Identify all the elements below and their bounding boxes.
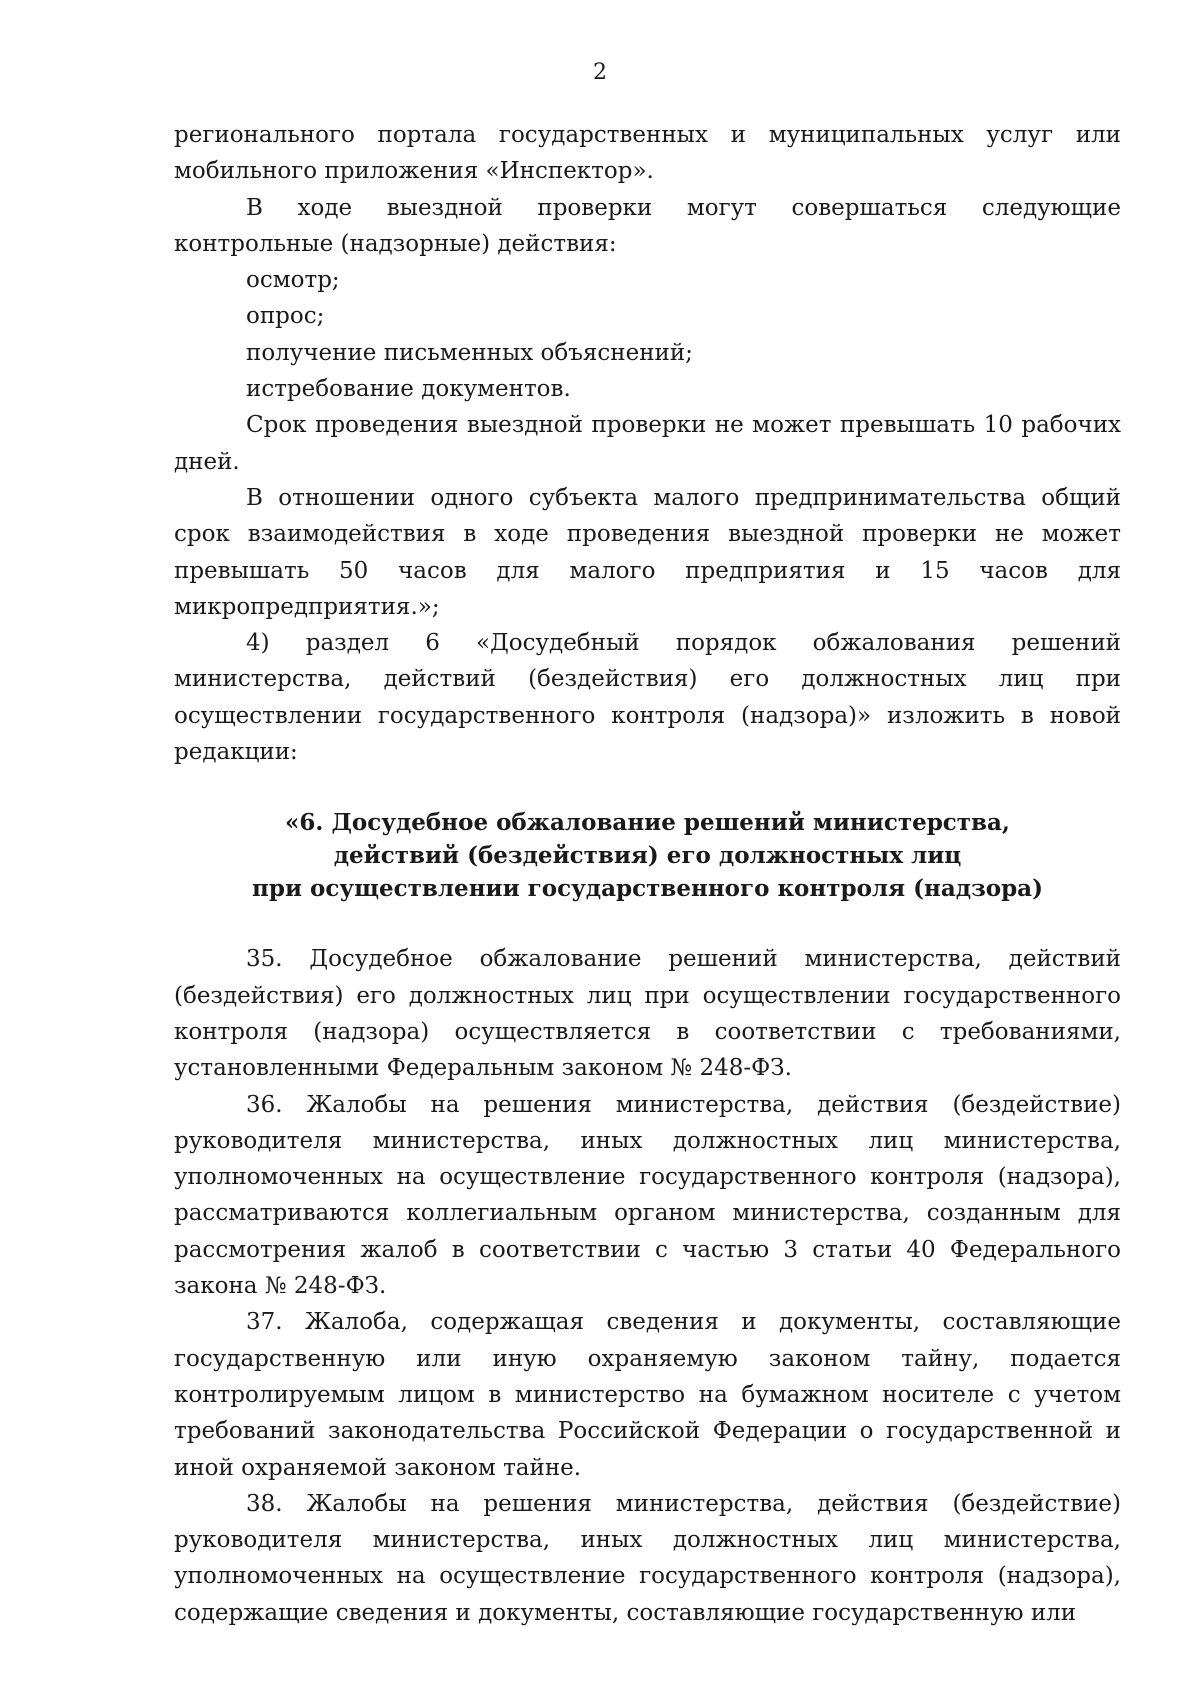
paragraph-section-6-amendment: 4) раздел 6 «Досудебный порядок обжалования решений министерства, действий (бездействия) его должностных лиц при осуществлении государственного контроля (надзора)» изложить в новой редакции: <box>174 630 1121 766</box>
paragraph-continuation: регионального портала государственных и муниципальных услуг или мобильного приложения «Инспектор». <box>174 122 1121 185</box>
document-body <box>174 117 1121 1631</box>
paragraph-35: 35. Досудебное обжалование решений министерства, действий (бездействия) его должностных лиц при осуществлении государственного контроля (надзора) осуществляется в соответствии с требованиями, установленными Федеральным законом № 248-ФЗ. <box>174 946 1121 1082</box>
list-item-written-explanations: получение письменных объяснений; <box>246 339 693 366</box>
paragraph-interaction-term: В отношении одного субъекта малого предпринимательства общий срок взаимодействия в ходе проведения выездной проверки не может превышать 50 часов для малого предприятия и 15 часов для микропредприятия.»; <box>174 484 1121 620</box>
paragraph-actions-intro: В ходе выездной проверки могут совершаться следующие контрольные (надзорные) действия: <box>174 194 1121 257</box>
section-heading-line-1: «6. Досудебное обжалование решений министерства, <box>285 809 1010 837</box>
paragraph-38: 38. Жалобы на решения министерства, действия (бездействие) руководителя министерства, иных должностных лиц министерства, уполномоченных на осуществление государственного контроля (надзора), содержащие сведения и документы, составляющие государственную или <box>174 1490 1121 1626</box>
list-item-survey: опрос; <box>246 303 325 330</box>
section-heading-line-3: при осуществлении государственного контроля (надзора) <box>252 875 1043 903</box>
list-item-document-request: истребование документов. <box>246 376 571 403</box>
paragraph-37: 37. Жалоба, содержащая сведения и документы, составляющие государственную или иную охраняемую законом тайну, подается контролируемым лицом в министерство на бумажном носителе с учетом требований законодательства Российской Федерации о государственной и иной охраняемой законом тайне. <box>174 1309 1121 1481</box>
paragraph-36: 36. Жалобы на решения министерства, действия (бездействие) руководителя министерства, иных должностных лиц министерства, уполномоченных на осуществление государственного контроля (надзора), рассматриваются коллегиальным органом министерства, созданным для рассмотрения жалоб в соответствии с частью 3 статьи 40 Федерального закона № 248-ФЗ. <box>174 1091 1121 1300</box>
page-number: 2 <box>593 60 607 85</box>
paragraph-inspection-term: Срок проведения выездной проверки не может превышать 10 рабочих дней. <box>174 412 1121 475</box>
list-item-inspection: осмотр; <box>246 267 340 294</box>
section-heading <box>174 806 1121 905</box>
section-heading-line-2: действий (бездействия) его должностных лиц <box>333 842 962 870</box>
